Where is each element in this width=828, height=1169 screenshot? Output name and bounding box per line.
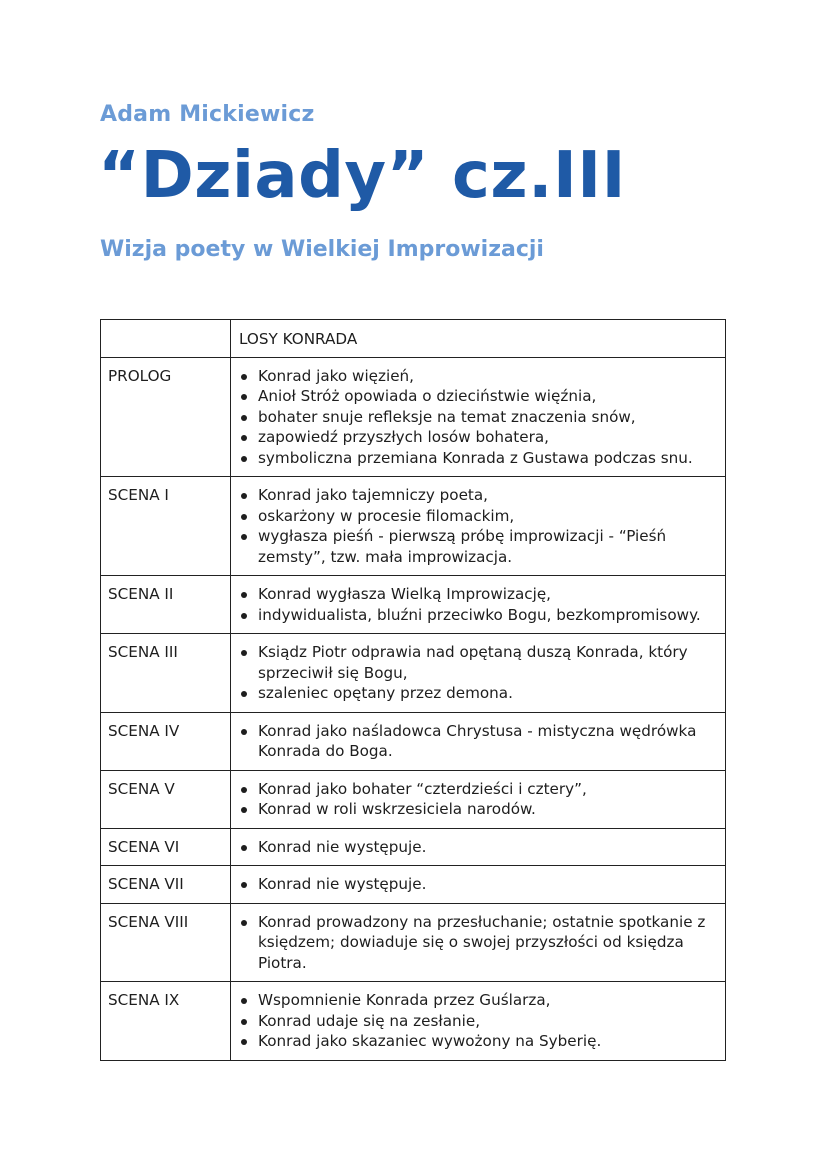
list-item: szaleniec opętany przez demona. bbox=[239, 683, 717, 704]
document-subtitle: Wizja poety w Wielkiej Improwizacji bbox=[100, 237, 544, 262]
scene-label: SCENA VII bbox=[101, 866, 231, 904]
scene-description bbox=[231, 477, 726, 576]
list-item: oskarżony w procesie filomackim, bbox=[239, 506, 717, 527]
list-item: Konrad jako więzień, bbox=[239, 366, 717, 387]
list-item: Konrad w roli wskrzesiciela narodów. bbox=[239, 799, 717, 820]
table-row bbox=[101, 357, 726, 477]
bullet-list bbox=[239, 990, 717, 1052]
author-name: Adam Mickiewicz bbox=[100, 102, 315, 127]
scene-label: SCENA VI bbox=[101, 828, 231, 866]
list-item: Konrad udaje się na zesłanie, bbox=[239, 1011, 717, 1032]
list-item: Konrad jako bohater “czterdzieści i cztery”, bbox=[239, 779, 717, 800]
scene-description bbox=[231, 634, 726, 713]
scene-label: SCENA V bbox=[101, 770, 231, 828]
list-item: Ksiądz Piotr odprawia nad opętaną duszą Konrada, który sprzeciwił się Bogu, bbox=[239, 642, 717, 683]
table-body bbox=[101, 357, 726, 1060]
list-item: symboliczna przemiana Konrada z Gustawa podczas snu. bbox=[239, 448, 717, 469]
list-item: Wspomnienie Konrada przez Guślarza, bbox=[239, 990, 717, 1011]
table-row bbox=[101, 576, 726, 634]
list-item: Konrad nie występuje. bbox=[239, 874, 717, 895]
bullet-list bbox=[239, 366, 717, 469]
table-row bbox=[101, 477, 726, 576]
list-item: Konrad jako skazaniec wywożony na Syberię. bbox=[239, 1031, 717, 1052]
scene-label: PROLOG bbox=[101, 357, 231, 477]
table-row bbox=[101, 866, 726, 904]
list-item: Konrad jako naśladowca Chrystusa - mistyczna wędrówka Konrada do Boga. bbox=[239, 721, 717, 762]
list-item: Konrad wygłasza Wielką Improwizację, bbox=[239, 584, 717, 605]
scene-description bbox=[231, 712, 726, 770]
scene-description bbox=[231, 770, 726, 828]
scene-label: SCENA II bbox=[101, 576, 231, 634]
bullet-list bbox=[239, 721, 717, 762]
column-header: LOSY KONRADA bbox=[231, 320, 726, 358]
scenes-table bbox=[100, 319, 726, 1061]
bullet-list bbox=[239, 485, 717, 567]
table-row bbox=[101, 982, 726, 1061]
scene-description bbox=[231, 828, 726, 866]
table-row bbox=[101, 634, 726, 713]
list-item: indywidualista, bluźni przeciwko Bogu, bezkompromisowy. bbox=[239, 605, 717, 626]
list-item: zapowiedź przyszłych losów bohatera, bbox=[239, 427, 717, 448]
scene-description bbox=[231, 357, 726, 477]
list-item: wygłasza pieśń - pierwszą próbę improwizacji - “Pieśń zemsty”, tzw. mała improwizacja. bbox=[239, 526, 717, 567]
scene-description bbox=[231, 866, 726, 904]
table-row bbox=[101, 712, 726, 770]
bullet-list bbox=[239, 584, 717, 625]
table-header-row bbox=[101, 320, 726, 358]
scene-label: SCENA VIII bbox=[101, 903, 231, 982]
scene-label: SCENA IX bbox=[101, 982, 231, 1061]
bullet-list bbox=[239, 837, 717, 858]
scene-label: SCENA III bbox=[101, 634, 231, 713]
table-row bbox=[101, 770, 726, 828]
scene-label: SCENA IV bbox=[101, 712, 231, 770]
scene-description bbox=[231, 982, 726, 1061]
list-item: Konrad jako tajemniczy poeta, bbox=[239, 485, 717, 506]
list-item: Konrad nie występuje. bbox=[239, 837, 717, 858]
bullet-list bbox=[239, 912, 717, 974]
scene-label: SCENA I bbox=[101, 477, 231, 576]
document-title: “Dziady” cz.III bbox=[98, 139, 626, 213]
scene-description bbox=[231, 903, 726, 982]
list-item: bohater snuje refleksje na temat znaczenia snów, bbox=[239, 407, 717, 428]
bullet-list bbox=[239, 642, 717, 704]
list-item: Konrad prowadzony na przesłuchanie; ostatnie spotkanie z księdzem; dowiaduje się o swojej przyszłości od księdza Piotra. bbox=[239, 912, 717, 974]
table-row bbox=[101, 903, 726, 982]
bullet-list bbox=[239, 779, 717, 820]
list-item: Anioł Stróż opowiada o dzieciństwie więźnia, bbox=[239, 386, 717, 407]
table-row bbox=[101, 828, 726, 866]
bullet-list bbox=[239, 874, 717, 895]
corner-cell bbox=[101, 320, 231, 358]
scene-description bbox=[231, 576, 726, 634]
